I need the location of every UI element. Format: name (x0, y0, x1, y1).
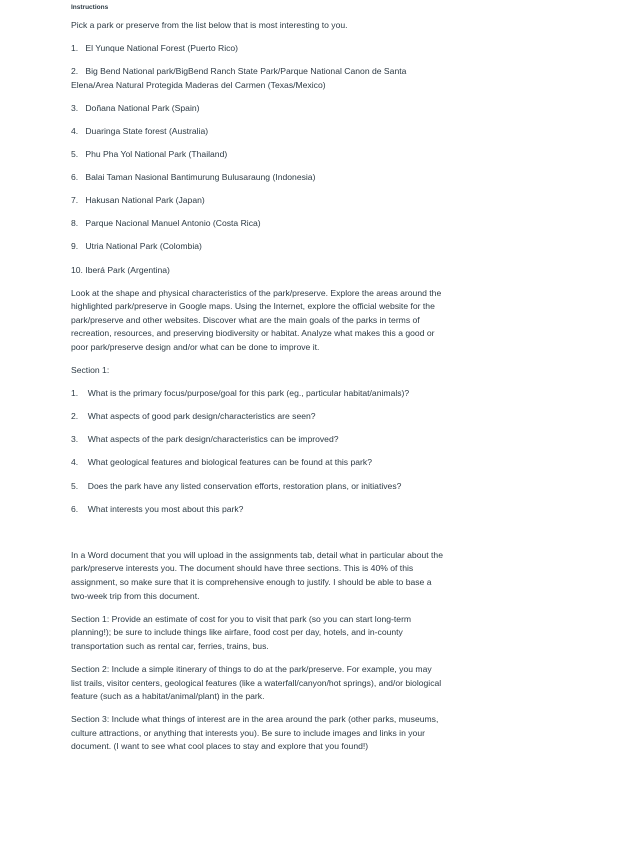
park-number: 4. (71, 125, 79, 136)
park-number: 6. (71, 172, 79, 183)
look-paragraph: Look at the shape and physical characteristics of the park/preserve. Explore the areas around the highlighted park/preserve in Google maps. Using the Internet, explore the official website for the park/preserve and other websites. Discover what are the main goals of the parks in terms of recreation, resources, and preserving biodiversity or habitat. Analyze what makes this a good or poor park/preserve design and/or what can be done to improve it. (71, 287, 442, 352)
park-number: 10. (71, 264, 83, 275)
section3-paragraph: Section 3: Include what things of interest are in the area around the park (other parks, museums, culture attractions, or anything that interests you). Be sure to include images and links in your document. (I want to see what cool places to stay and explore that you found!) (71, 714, 439, 752)
park-number: 7. (71, 195, 79, 206)
question-text: What interests you most about this park? (87, 503, 244, 514)
question-item (71, 503, 443, 517)
park-name: Big Bend National park/BigBend Ranch State Park/Parque National Canon de Santa Elena/Area Natural Protegida Maderas del Carmen (Texas/Mexico) (71, 66, 407, 90)
park-name: Hakusan National Park (Japan) (85, 195, 205, 206)
question-number: 3. (71, 434, 79, 445)
spacer (71, 526, 443, 549)
park-item (71, 171, 443, 185)
park-number: 3. (71, 102, 79, 113)
park-item (71, 217, 443, 231)
question-number: 2. (71, 411, 79, 422)
intro-text: Pick a park or preserve from the list below that is most interesting to you. (71, 20, 348, 30)
instructions-heading: Instructions (71, 4, 109, 11)
park-item (71, 42, 443, 56)
question-number: 5. (71, 480, 79, 491)
park-item (71, 240, 443, 254)
section2-paragraph: Section 2: Include a simple itinerary of things to do at the park/preserve. For example, you may list trails, visitor centers, geological features (like a waterfall/canyon/hot springs), and/or biological feature (such as a habitat/animal/plant) in the park. (71, 663, 442, 702)
park-name: Balai Taman Nasional Bantimurung Bulusaraung (Indonesia) (85, 172, 316, 183)
question-list (71, 387, 443, 516)
park-number: 2. (71, 66, 79, 77)
park-name: Phu Pha Yol National Park (Thailand) (85, 149, 228, 160)
question-text: What geological features and biological features can be found at this park? (87, 457, 372, 468)
question-number: 6. (71, 503, 79, 514)
question-number: 1. (71, 388, 79, 399)
question-text: What aspects of good park design/characteristics are seen? (87, 411, 316, 422)
park-number: 1. (71, 43, 79, 54)
park-list (71, 42, 443, 277)
park-name: El Yunque National Forest (Puerto Rico) (85, 43, 239, 54)
question-item (71, 456, 443, 470)
park-number: 8. (71, 218, 79, 229)
question-text: What is the primary focus/purpose/goal for this park (eg., particular habitat/animals)? (87, 388, 410, 399)
park-name: Utria National Park (Colombia) (85, 241, 202, 252)
question-item (71, 387, 443, 401)
park-item (71, 194, 443, 208)
section1-paragraph: Section 1: Provide an estimate of cost for you to visit that park (so you can start long-term planning!); be sure to include things like airfare, food cost per day, hotels, and in-county transportation such as rental car, ferries, trains, bus. (71, 613, 412, 651)
question-item (71, 480, 443, 494)
question-item (71, 433, 443, 447)
park-item (71, 264, 443, 278)
park-name: Iberá Park (Argentina) (85, 264, 170, 275)
park-item (71, 102, 443, 116)
park-name: Duaringa State forest (Australia) (85, 125, 209, 136)
park-item (71, 148, 443, 162)
question-text: What aspects of the park design/characteristics can be improved? (87, 434, 339, 445)
section1-heading: Section 1: (71, 365, 110, 376)
park-number: 9. (71, 241, 79, 252)
park-name: Parque Nacional Manuel Antonio (Costa Rica) (85, 218, 261, 229)
park-item (71, 125, 443, 139)
question-item (71, 410, 443, 424)
park-item (71, 65, 443, 92)
word-doc-paragraph: In a Word document that you will upload in the assignments tab, detail what in particular about the park/preserve interests you. The document should have three sections. This is 40% of this assignment, so make sure that it is comprehensive enough to justify. I should be able to base a two-week trip from this document. (71, 549, 443, 601)
park-name: Doñana National Park (Spain) (85, 102, 200, 113)
park-number: 5. (71, 149, 79, 160)
question-number: 4. (71, 457, 79, 468)
question-text: Does the park have any listed conservation efforts, restoration plans, or initiatives? (87, 480, 402, 491)
assignment-content (71, 4, 443, 763)
